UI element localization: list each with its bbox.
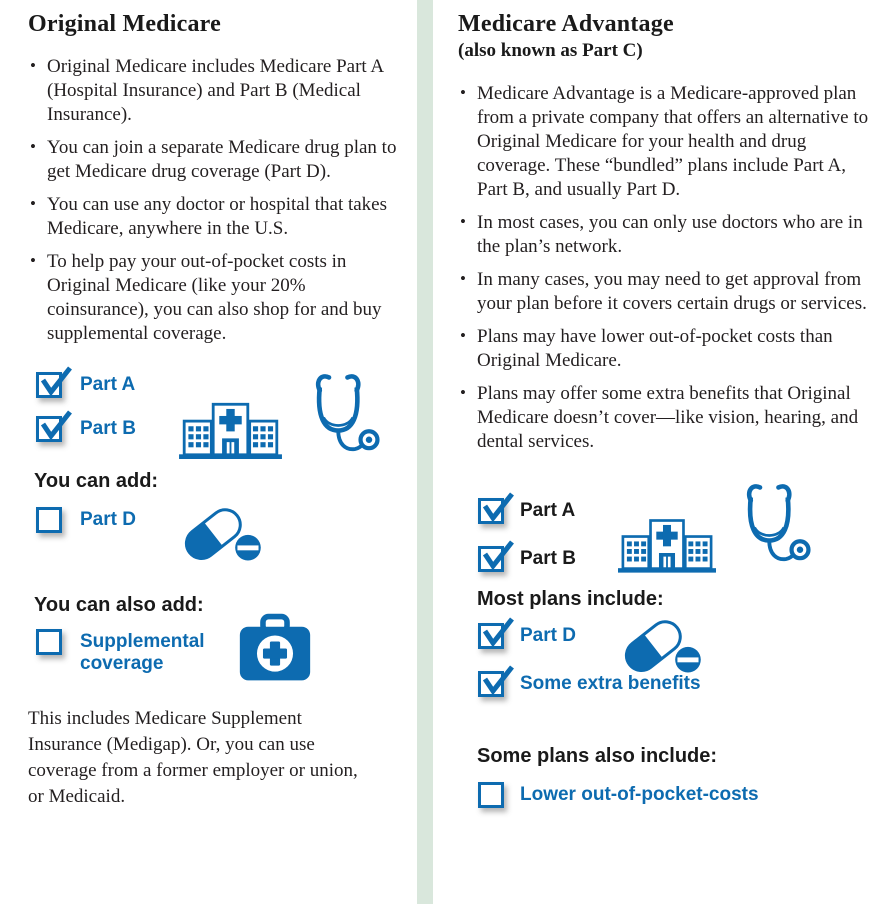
medicare-advantage-bullet-list — [458, 82, 872, 454]
part-d-row — [478, 623, 618, 649]
checkmark-icon — [480, 539, 514, 572]
some-plans-also-include-header: Some plans also include: — [477, 745, 718, 767]
hospital-icon — [618, 517, 716, 573]
stethoscope-icon — [720, 478, 820, 573]
original-medicare-bullet-list — [28, 55, 406, 346]
part-d-visual — [36, 501, 406, 570]
lower-costs-visual — [478, 782, 872, 808]
checkbox-checked-icon — [478, 546, 504, 572]
part-b-row — [36, 416, 178, 442]
bullet-item: • In most cases, you can only use doctors who are in the plan’s network. — [458, 211, 872, 259]
column-divider — [417, 0, 433, 904]
bullet-item: • You can use any doctor or hospital that takes Medicare, anywhere in the U.S. — [28, 193, 406, 241]
part-a-label: Part A — [520, 500, 576, 521]
parts-ab-visual — [36, 362, 406, 464]
you-can-add-header: You can add: — [34, 470, 159, 492]
medicare-advantage-subtitle: (also known as Part C) — [458, 40, 643, 61]
pill-icon — [618, 613, 706, 677]
pill-icon — [178, 501, 266, 565]
supplemental-coverage-row — [36, 629, 205, 675]
lower-out-of-pocket-label: Lower out-of-pocket-costs — [520, 784, 759, 805]
lower-out-of-pocket-row — [478, 782, 759, 808]
supplemental-visual — [36, 625, 406, 688]
parts-ab-visual — [478, 472, 872, 578]
some-extra-benefits-label: Some extra benefits — [520, 673, 701, 694]
original-medicare-title: Original Medicare — [28, 11, 221, 37]
part-a-label: Part A — [80, 374, 136, 395]
bullet-item: • Plans may have lower out-of-pocket costs than Original Medicare. — [458, 325, 872, 373]
checkbox-checked-icon — [478, 623, 504, 649]
checkbox-checked-icon — [478, 671, 504, 697]
part-d-label: Part D — [520, 625, 576, 646]
checkbox-checked-icon — [36, 372, 62, 398]
checkbox-checked-icon — [36, 416, 62, 442]
part-b-row — [478, 546, 618, 572]
checkbox-unchecked-icon — [36, 629, 62, 655]
bullet-item: • To help pay your out-of-pocket costs in Original Medicare (like your 20% coinsurance), you can also shop for and buy supplemental coverage. — [28, 250, 406, 346]
bullet-item: • Plans may offer some extra benefits that Original Medicare doesn’t cover—like vision, hearing, and dental services. — [458, 382, 872, 454]
part-a-row — [478, 498, 618, 524]
checkmark-icon — [480, 616, 514, 649]
bullet-item: • You can join a separate Medicare drug plan to get Medicare drug coverage (Part D). — [28, 136, 406, 184]
part-a-row — [36, 372, 178, 398]
stethoscope-icon — [289, 372, 389, 459]
checkbox-unchecked-icon — [36, 507, 62, 533]
part-b-label: Part B — [520, 548, 576, 569]
checkmark-icon — [38, 409, 72, 442]
medigap-note: This includes Medicare Supplement Insurance (Medigap). Or, you can use coverage from a former employer or union, or Medicaid. — [28, 708, 358, 807]
bullet-item: • Original Medicare includes Medicare Part A (Hospital Insurance) and Part B (Medical Insurance). — [28, 55, 406, 127]
part-d-row — [36, 507, 178, 533]
original-medicare-column — [28, 10, 406, 810]
checkmark-icon — [480, 664, 514, 697]
checkmark-icon — [480, 491, 514, 524]
checkmark-icon — [38, 365, 72, 398]
first-aid-kit-icon — [238, 613, 312, 683]
checkbox-checked-icon — [478, 498, 504, 524]
part-d-extras-visual — [478, 613, 872, 697]
you-can-also-add-header: You can also add: — [34, 594, 204, 616]
bullet-item: • Medicare Advantage is a Medicare-approved plan from a private company that offers an alternative to Original Medicare for your health and drug coverage. These “bundled” plans include Part A, Part B, and usually Part D. — [458, 82, 872, 202]
most-plans-include-header: Most plans include: — [477, 588, 664, 610]
part-d-label: Part D — [80, 509, 136, 530]
some-extra-benefits-row — [478, 671, 701, 697]
hospital-icon — [178, 401, 283, 459]
checkbox-unchecked-icon — [478, 782, 504, 808]
bullet-item: • In many cases, you may need to get approval from your plan before it covers certain drugs or services. — [458, 268, 872, 316]
medicare-advantage-title: Medicare Advantage — [458, 11, 674, 37]
medicare-advantage-column — [458, 10, 872, 808]
part-b-label: Part B — [80, 418, 136, 439]
supplemental-coverage-label: Supplemental coverage — [80, 631, 205, 674]
